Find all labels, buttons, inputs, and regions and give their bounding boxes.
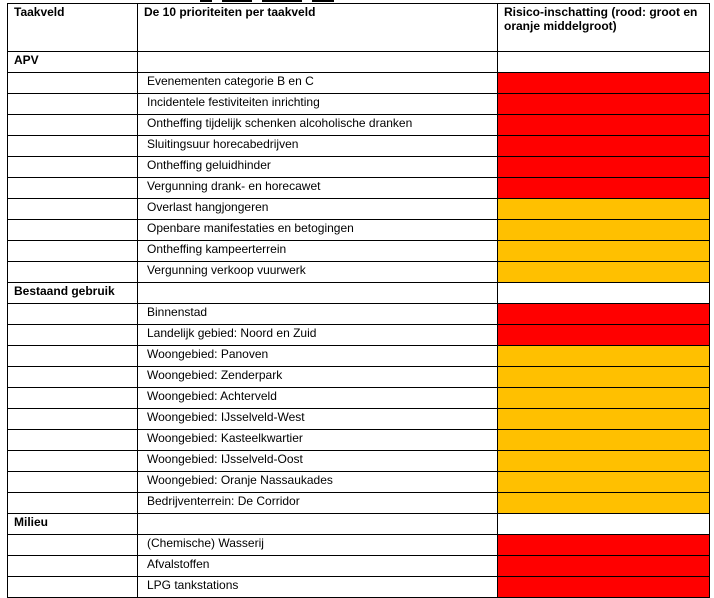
risk-cell-orange xyxy=(498,241,710,262)
prioriteit-cell: Sluitingsuur horecabedrijven xyxy=(138,136,498,157)
taakveld-cell xyxy=(8,241,138,262)
taakveld-cell xyxy=(8,115,138,136)
taakveld-cell xyxy=(8,136,138,157)
header-prioriteiten: De 10 prioriteiten per taakveld xyxy=(138,4,498,52)
table-row xyxy=(8,178,710,199)
prioriteit-cell: Binnenstad xyxy=(138,304,498,325)
table-row xyxy=(8,346,710,367)
table-row xyxy=(8,241,710,262)
risk-cell-none xyxy=(498,52,710,73)
taakveld-cell xyxy=(8,367,138,388)
risk-cell-orange xyxy=(498,451,710,472)
prioriteit-cell: Vergunning drank- en horecawet xyxy=(138,178,498,199)
risk-cell-orange xyxy=(498,493,710,514)
header-taakveld: Taakveld xyxy=(8,4,138,52)
table-body xyxy=(8,52,710,598)
table-row xyxy=(8,493,710,514)
risk-cell-red xyxy=(498,304,710,325)
taakveld-cell xyxy=(8,157,138,178)
header-risico: Risico-inschatting (rood: groot en oranje middelgroot) xyxy=(498,4,710,52)
taakveld-cell xyxy=(8,409,138,430)
prioriteit-cell xyxy=(138,52,498,73)
prioriteit-cell: Ontheffing geluidhinder xyxy=(138,157,498,178)
prioriteit-cell: LPG tankstations xyxy=(138,577,498,598)
table-row xyxy=(8,577,710,598)
prioriteit-cell: Incidentele festiviteiten inrichting xyxy=(138,94,498,115)
risk-cell-red xyxy=(498,178,710,199)
prioriteit-cell: Evenementen categorie B en C xyxy=(138,73,498,94)
risk-cell-orange xyxy=(498,220,710,241)
table-row xyxy=(8,430,710,451)
prioriteit-cell: Overlast hangjongeren xyxy=(138,199,498,220)
taakveld-cell xyxy=(8,556,138,577)
risk-cell-orange xyxy=(498,472,710,493)
risk-cell-red xyxy=(498,535,710,556)
table-row xyxy=(8,94,710,115)
table-row xyxy=(8,115,710,136)
prioriteit-cell: Woongebied: IJsselveld-West xyxy=(138,409,498,430)
prioriteit-cell xyxy=(138,283,498,304)
taakveld-cell xyxy=(8,430,138,451)
prioriteit-cell: Openbare manifestaties en betogingen xyxy=(138,220,498,241)
taakveld-cell xyxy=(8,199,138,220)
table-row xyxy=(8,367,710,388)
prioriteit-cell: Ontheffing tijdelijk schenken alcoholische dranken xyxy=(138,115,498,136)
table-row xyxy=(8,325,710,346)
table-row xyxy=(8,535,710,556)
prioriteit-cell: (Chemische) Wasserij xyxy=(138,535,498,556)
risk-cell-orange xyxy=(498,388,710,409)
risk-cell-red xyxy=(498,556,710,577)
taakveld-cell xyxy=(8,346,138,367)
taakveld-cell xyxy=(8,304,138,325)
taakveld-cell xyxy=(8,451,138,472)
taakveld-cell xyxy=(8,325,138,346)
risk-cell-red xyxy=(498,115,710,136)
taakveld-cell xyxy=(8,73,138,94)
taakveld-cell xyxy=(8,94,138,115)
risk-cell-orange xyxy=(498,199,710,220)
table-row xyxy=(8,556,710,577)
risk-cell-none xyxy=(498,283,710,304)
risk-cell-orange xyxy=(498,367,710,388)
taakveld-cell xyxy=(8,388,138,409)
risk-cell-orange xyxy=(498,346,710,367)
header-row xyxy=(8,4,710,52)
taakveld-cell xyxy=(8,178,138,199)
section-row xyxy=(8,52,710,73)
taakveld-cell: Milieu xyxy=(8,514,138,535)
table-row xyxy=(8,451,710,472)
taakveld-cell: Bestaand gebruik xyxy=(8,283,138,304)
table-row xyxy=(8,472,710,493)
table-row xyxy=(8,304,710,325)
prioriteit-cell: Woongebied: IJsselveld-Oost xyxy=(138,451,498,472)
prioriteit-cell: Woongebied: Kasteelkwartier xyxy=(138,430,498,451)
table-row xyxy=(8,220,710,241)
taakveld-cell xyxy=(8,220,138,241)
risk-cell-red xyxy=(498,94,710,115)
table-row xyxy=(8,73,710,94)
risk-cell-orange xyxy=(498,262,710,283)
prioriteit-cell xyxy=(138,514,498,535)
prioriteit-cell: Afvalstoffen xyxy=(138,556,498,577)
table-row xyxy=(8,409,710,430)
priority-table xyxy=(7,3,710,598)
section-row xyxy=(8,283,710,304)
taakveld-cell xyxy=(8,493,138,514)
section-row xyxy=(8,514,710,535)
prioriteit-cell: Woongebied: Zenderpark xyxy=(138,367,498,388)
table-row xyxy=(8,388,710,409)
taakveld-cell xyxy=(8,262,138,283)
risk-cell-red xyxy=(498,157,710,178)
prioriteit-cell: Landelijk gebied: Noord en Zuid xyxy=(138,325,498,346)
risk-cell-red xyxy=(498,73,710,94)
prioriteit-cell: Woongebied: Achterveld xyxy=(138,388,498,409)
prioriteit-cell: Woongebied: Panoven xyxy=(138,346,498,367)
prioriteit-cell: Ontheffing kampeerterrein xyxy=(138,241,498,262)
prioriteit-cell: Bedrijventerrein: De Corridor xyxy=(138,493,498,514)
table-row xyxy=(8,157,710,178)
table-row xyxy=(8,199,710,220)
prioriteit-cell: Vergunning verkoop vuurwerk xyxy=(138,262,498,283)
risk-cell-red xyxy=(498,136,710,157)
prioriteit-cell: Woongebied: Oranje Nassaukades xyxy=(138,472,498,493)
taakveld-cell xyxy=(8,472,138,493)
taakveld-cell xyxy=(8,577,138,598)
table-row xyxy=(8,136,710,157)
risk-cell-none xyxy=(498,514,710,535)
risk-cell-orange xyxy=(498,409,710,430)
risk-cell-red xyxy=(498,577,710,598)
taakveld-cell xyxy=(8,535,138,556)
risk-cell-red xyxy=(498,325,710,346)
taakveld-cell: APV xyxy=(8,52,138,73)
risk-cell-orange xyxy=(498,430,710,451)
table-row xyxy=(8,262,710,283)
